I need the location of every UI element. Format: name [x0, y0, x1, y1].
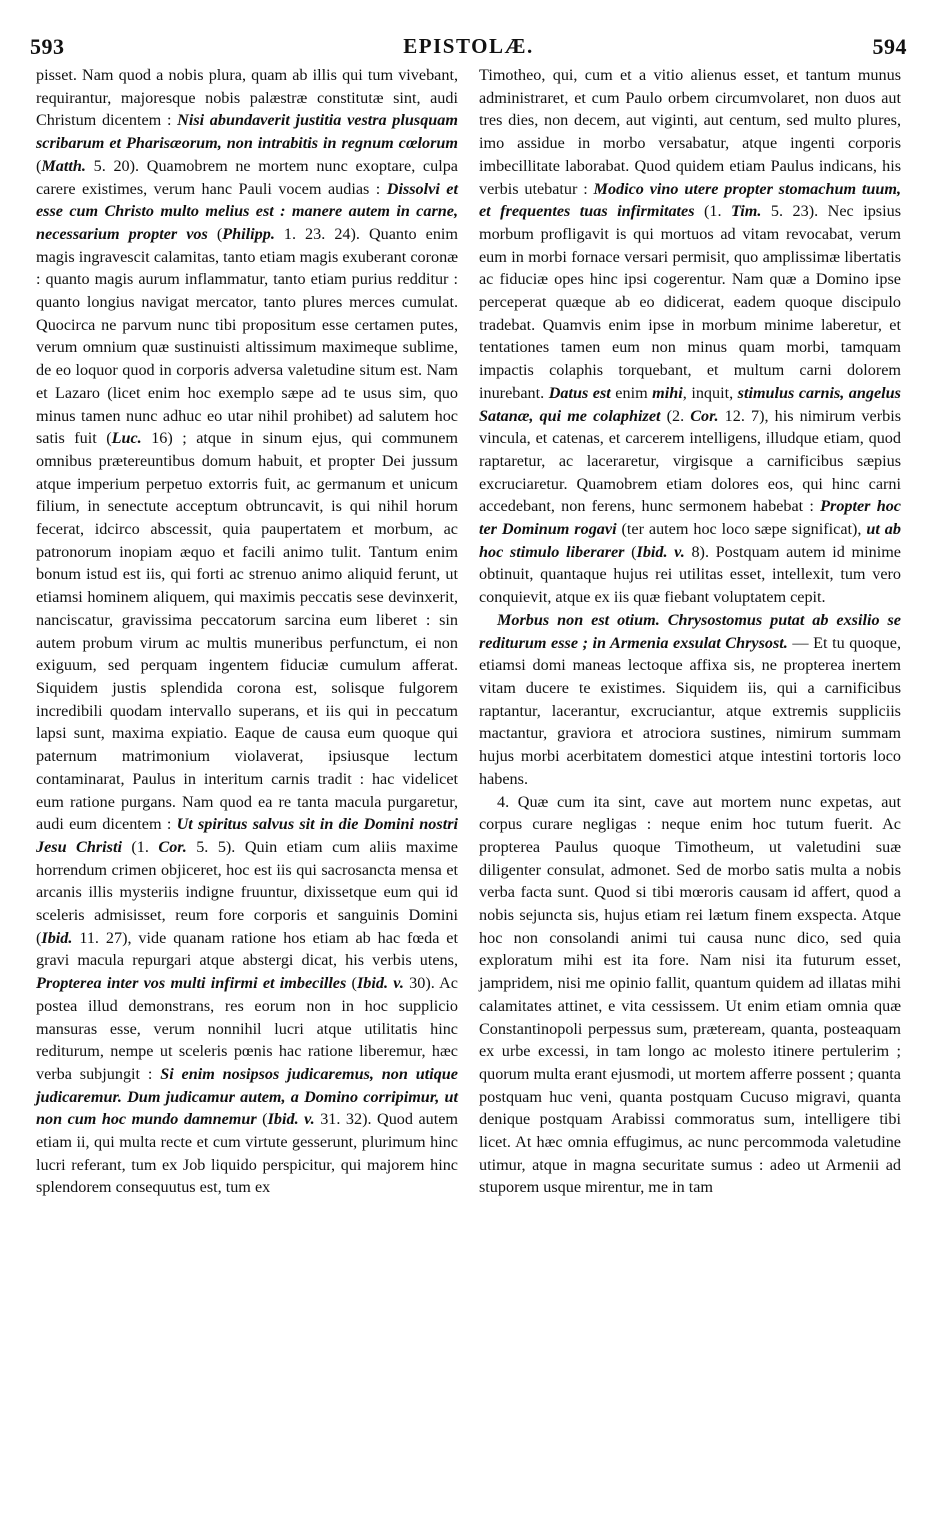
- text-run: 31. 32). Quod autem etiam ii, qui multa recte et cum virtute gesserunt, plurimum hinc lucri referant, tum ex Job liquido perspicitur, qui majorem hinc splendorem consequutus est, tum ex: [36, 1110, 458, 1197]
- italic-run: Luc.: [111, 429, 142, 448]
- italic-run: Propter hoc ter Dominum rogavi: [479, 497, 901, 539]
- text-run: 11. 27), vide quanam ratione hos etiam ab hac fœda et gravi macula repurgari atque abstergi dicat, his verbis utens,: [36, 928, 458, 970]
- italic-run: Cor.: [158, 837, 187, 856]
- text-run: , inquit,: [682, 383, 738, 402]
- italic-run: Datus est: [548, 383, 611, 402]
- text-run: 5. 23). Nec ipsius morbum profligavit is qui mortuos ad vitam revocabat, verum eum in morbi fornace versari permisit, quo amplissimæ libertatis ac fiduciæ opes hinc ipsi cogerentur. Nam quæ a Domino ipse perceperat quæque ab eo didicerat, eadem quoque discipulo tradebat. Quamvis enim ipse in morbum minime laberetur, et tentationes tamen eum non minus quam morbi, tamquam impactis colaphis torquebant, et multum carni dolorem inurebant.: [479, 202, 901, 402]
- page-header: [30, 34, 907, 62]
- text-run: 12. 7), his nimirum verbis vincula, et catenas, et carcerem intelligens, illudque etiam, quod raptaretur, ac laceraretur, virgisque a carnificibus sæpius excruciaretur. Quamobrem etiam dolores eos, qui hinc carni accedebant, non ferens, hunc sermonem habebat :: [479, 406, 901, 516]
- right-column: [479, 64, 901, 1199]
- text-run: — Et tu quoque, etiamsi domi maneas lectoque affixa sis, ne propterea inertem vitam ducere te existimes. Siquidem iis, qui a carnificibus raptantur, lacerantur, excruciantur, atque extremis suppliciis mactantur, graviora et atrociora sustines, nimirum summam hujus morbi acerbitatem domestici atque intestini tortoris loco habens.: [479, 633, 901, 788]
- italic-run: mihi: [652, 383, 683, 402]
- text-run: (: [256, 1110, 268, 1129]
- text-run: (: [346, 974, 357, 993]
- italic-run: Tim.: [731, 202, 762, 221]
- italic-run: Ibid. v.: [636, 542, 685, 561]
- italic-run: Ibid.: [41, 928, 73, 947]
- italic-run: stimulus carnis, angelus Satanæ, qui me colaphizet: [479, 383, 901, 425]
- running-title: EPISTOLÆ.: [403, 34, 534, 58]
- paragraph: [479, 609, 901, 791]
- italic-run: Nisi abundaverit justitia vestra plusquam scribarum et Pharisæorum, non intrabitis in regnum cœlorum: [36, 111, 458, 153]
- italic-run: Ibid. v.: [267, 1110, 315, 1129]
- italic-run: Matth.: [41, 156, 86, 175]
- italic-run: ut ab hoc stimulo liberarer: [479, 520, 901, 561]
- italic-run: Philipp.: [222, 224, 275, 243]
- italic-run: Ut spiritus salvus sit in die Domini nostri Jesu Christi: [36, 815, 458, 856]
- text-run: Timotheo, qui, cum et a vitio alienus esset, et tantum munus administraret, et cum Paulo orbem circumvolaret, non duos aut tres dies, non decem, aut viginti, aut centum, sed multo plures, imo assidue in morbo versabatur, atque ingenti corporis imbecillitate laborabat. Quod quidem etiam Paulus indicans, his verbis utebatur :: [479, 66, 901, 198]
- italic-run: Modico vino utere propter stomachum tuum, et frequentes tuas infirmitates: [479, 179, 901, 221]
- paragraph: [479, 64, 901, 609]
- italic-run: Cor.: [690, 406, 719, 425]
- italic-run: Si enim nosipsos judicaremus, non utique judicaremur. Dum judicamur autem, a Domino corripimur, ut non cum hoc mundo damnemur: [36, 1064, 458, 1129]
- page-number-right: 594: [872, 34, 907, 59]
- text-run: (: [36, 156, 42, 175]
- text-run: enim: [610, 383, 653, 402]
- text-run: (: [624, 542, 637, 561]
- text-run: (ter autem hoc loco sæpe significat),: [616, 520, 867, 539]
- italic-run: Propterea inter vos multi infirmi et imbecilles: [36, 974, 347, 993]
- paragraph: [36, 64, 458, 1199]
- text-run: 8). Postquam autem id minime obtinuit, quantaque hujus rei utilitas esset, intellexit, tum vero conquievit, atque ex iis quæ fiebant voluptatem cepit.: [479, 542, 901, 607]
- left-column: [36, 64, 458, 1199]
- italic-run: Ibid. v.: [356, 974, 404, 993]
- page-number-left: 593: [30, 34, 65, 59]
- text-run: (2.: [660, 406, 691, 425]
- paragraph: [479, 791, 901, 1200]
- text-run: 1. 23. 24). Quanto enim magis ingravescit calamitas, tanto etiam magis exuberant coronæ : quanto magis aurum inflammatur, tanto etiam purius redditur : quanto longius navigat mercator, tanto plures merces cumulat. Quocirca ne parvum nunc tibi propositum esse certamen putes, verum omnium quæ sustinuisti altissimum maximeque sublime, de eo loquor quod in corporis adversa valetudine situm est. Nam et Lazaro (licet enim hoc exemplo sæpe ad te usus sim, quo minus tamen nunc adhuc eo utar nihil prohibet) ad salutem hoc satis fuit (: [36, 224, 459, 448]
- italic-run: Morbus non est otium. Chrysostomus putat ab exsilio se rediturum esse ; in Armenia exsulat Chrysost.: [479, 610, 901, 652]
- text-run: 5. 5). Quin etiam cum aliis maxime horrendum crimen objiceret, hoc est iis qui sacrosancta mensa et arcanis illis mysteriis indigne fruuntur, dixissetque eum qui id sceleris admisisset, reum fore corporis et sanguinis Domini (: [36, 837, 458, 947]
- text-run: 4. Quæ cum ita sint, cave aut mortem nunc expetas, aut corpus curare negligas : neque enim hoc tutum fuerit. Ac propterea Paulus quoque Timotheum, ut valetudini suæ diligenter consulat, admonet. Sed de morbo satis multa a nobis verba facta sunt. Quod si tibi mœroris causam id affert, quod a nobis sejuncta sis, hujus etiam rei lætum finem exspecta. Atque hoc non consolandi animi tui causa nunc dico, sed quia exploratum mihi est ita fore. Nam nisi ita futurum esset, jampridem, nisi me opinio fallit, quantum quidem ad illatas mihi calamitates attinet, e vita cessissem. Ut enim etiam omnia quæ Constantinopoli perpessus sum, præteream, quanta, posteaquam ex urbe excessi, in tam longo ac molesto itinere pertulerim ; quorum multa erant ejusmodi, ut mortem afferre possent ; quanta postquam huc veni, quanta postquam Cucuso migravi, quanta denique postquam Arabissi commoratus sum, intelligere tibi licet. At hæc omnia effugimus, ac nunc percommoda valetudine utimur, atque in magna securitate sumus : adeo ut Armenii ad stuporem usque mirentur, me in tam: [479, 792, 901, 1197]
- italic-run: Dissolvi et esse cum Christo multo melius est : manere autem in carne, necessarium propter vos: [36, 179, 458, 243]
- text-run: (: [207, 224, 223, 243]
- text-run: 30). Ac postea illud demonstrans, res eorum non in hoc supplicio mansuras esse, verum nonnihil lucri atque utilitatis hinc rediturum, nempe ut sceleris pœnis hac ratione liberemur, hæc verba subjungit :: [36, 974, 458, 1083]
- text-run: 16) ; atque in sinum ejus, qui communem omnibus prætereuntibus domum habuit, et propter Dei jussum atque imperium perpetuo extorris fuit, ac germanum et unicum filium, in senectute acceptum obtruncavit, is qui nihil horum fecerat, idcirco abscessit, quia paupertatem et morbum, ac patronorum inopiam æquo et facili animo tulit. Tantum enim bonum istud est iis, qui forti ac strenuo animo aliquid ferunt, ut etiamsi hominem aliquem, qui maximis peccatis sese devinxerit, nanciscatur, gravissima peccatorum sarcina eum liberet : sin autem probum virum ac multis muneribus perfunctum, ei non exiguum, sed perquam ingentem fiduciæ cumulum afferat. Siquidem justis splendida corona est, solisque fulgorem incredibili quodam intervallo superans, et iis qui in peccatum lapsi sunt, maxima expiatio. Eaque de causa eum quoque qui paternum matrimonium violaverat, ipsiusque lectum contaminarat, Paulus in interitum carnis tradit : hac videlicet eum ratione purgans. Nam quod ea re tanta macula purgaretur, audi eum dicentem :: [36, 429, 458, 834]
- text-run: 5. 20). Quamobrem ne mortem nunc exoptare, culpa carere existimes, verum hanc Pauli vocem audias :: [36, 156, 458, 198]
- text-run: pisset. Nam quod a nobis plura, quam ab illis qui tum vivebant, requirantur, majoresque nobis palæstræ constitutæ sint, audi Christum dicentem :: [36, 66, 458, 130]
- text-run: (1.: [694, 202, 732, 221]
- text-run: (1.: [121, 837, 159, 856]
